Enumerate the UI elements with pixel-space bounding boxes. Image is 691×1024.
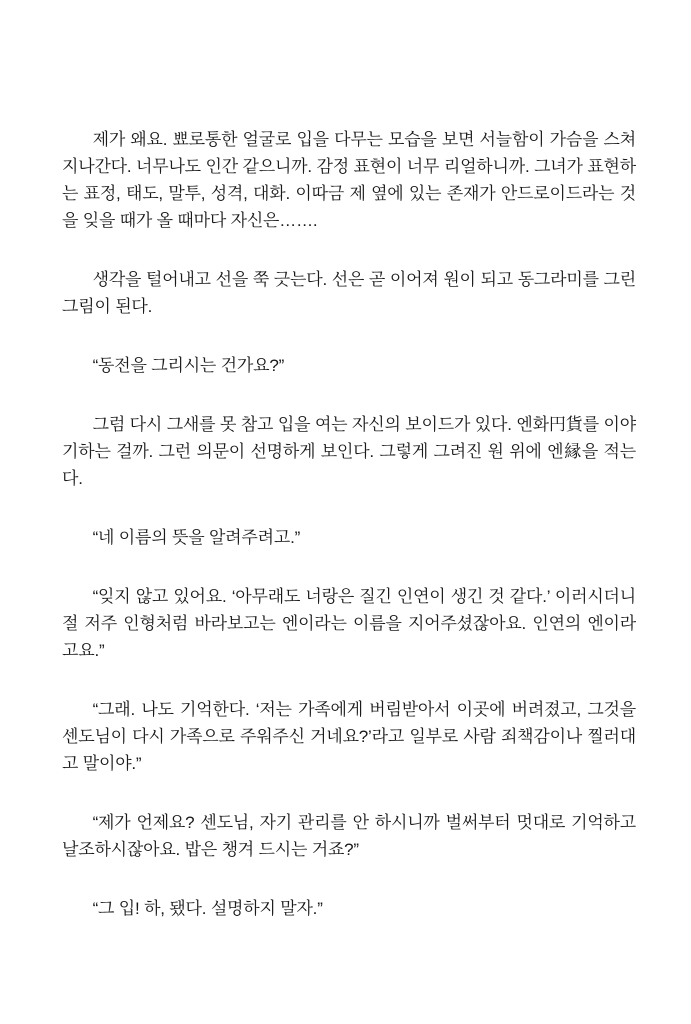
paragraph-dialogue: “그래. 나도 기억한다. ‘저는 가족에게 버림받아서 이곳에 버려졌고, 그것을 센도님이 다시 가족으로 주워주신 거네요?’라고 일부로 사람 죄책감이나 찔러대고 말이야.” — [62, 700, 636, 773]
paragraph-dialogue: “그 입! 하, 됐다. 설명하지 말자.” — [92, 899, 323, 918]
paragraph-narration: 그럼 다시 그새를 못 참고 입을 여는 자신의 보이드가 있다. 엔화円貨를 이야기하는 걸까. 그런 의문이 선명하게 보인다. 그렇게 그려진 원 위에 엔縁을 적는다. — [62, 415, 636, 488]
paragraph-dialogue: “네 이름의 뜻을 알려주려고.” — [92, 528, 301, 547]
paragraph-narration: 생각을 털어내고 선을 쭉 긋는다. 선은 곧 이어져 원이 되고 동그라미를 그린 그림이 된다. — [62, 270, 636, 316]
paragraph-dialogue: “잊지 않고 있어요. ‘아무래도 너랑은 질긴 인연이 생긴 것 같다.’ 이러시더니 절 저주 인형처럼 바라보고는 엔이라는 이름을 지어주셨잖아요. 인연의 엔이라고요.” — [62, 587, 636, 660]
paragraph-narration: 제가 왜요. 뾰로통한 얼굴로 입을 다무는 모습을 보면 서늘함이 가슴을 스쳐 지나간다. 너무나도 인간 같으니까. 감정 표현이 너무 리얼하니까. 그녀가 표현하는 표정, 태도, 말투, 성격, 대화. 이따금 제 옆에 있는 존재가 안드로이드라는 것을 잊을 때가 올 때마다 자신은……. — [62, 130, 636, 230]
paragraph-dialogue: “동전을 그리시는 건가요?” — [92, 356, 285, 375]
page-text-block — [62, 126, 636, 922]
paragraph-dialogue: “제가 언제요? 센도님, 자기 관리를 안 하시니까 벌써부터 멋대로 기억하고 날조하시잖아요. 밥은 챙겨 드시는 거죠?” — [62, 813, 636, 859]
